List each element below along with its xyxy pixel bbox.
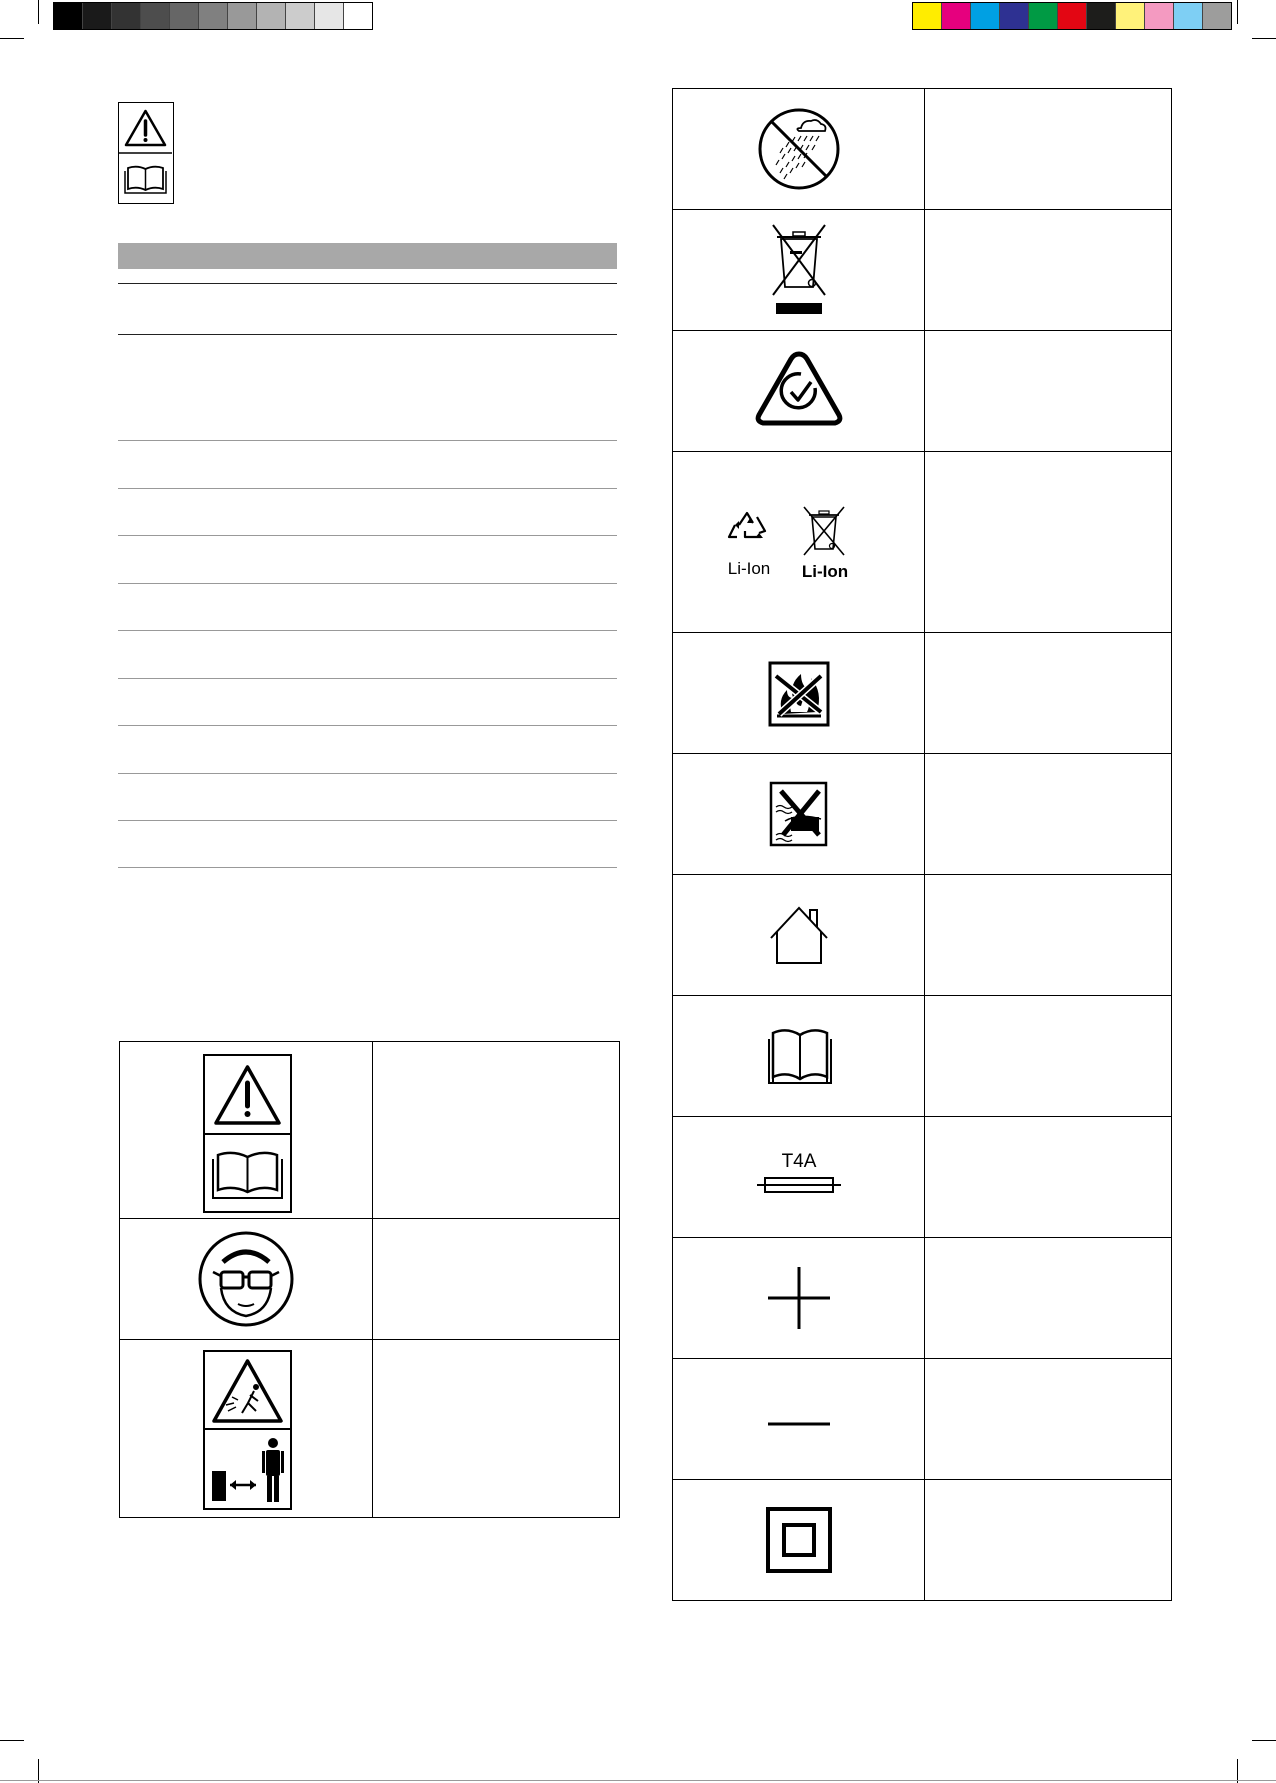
symbol-description bbox=[925, 1117, 1172, 1238]
double-insulation-icon bbox=[673, 1481, 924, 1599]
symbol-description bbox=[925, 875, 1172, 996]
manual-book-icon bbox=[673, 997, 924, 1115]
rule bbox=[118, 820, 617, 821]
color-swatch bbox=[1145, 3, 1174, 29]
rule bbox=[118, 630, 617, 631]
crop-mark bbox=[1252, 38, 1276, 39]
symbol-cell bbox=[673, 633, 925, 754]
symbol-row bbox=[673, 1117, 1172, 1238]
cmyk-color-bar bbox=[912, 2, 1232, 30]
color-swatch bbox=[257, 3, 286, 29]
symbol-description bbox=[373, 1340, 620, 1518]
left-symbol-table bbox=[119, 1041, 620, 1518]
flying-debris-bystanders-icon bbox=[120, 1343, 372, 1515]
symbol-cell bbox=[673, 331, 925, 452]
grayscale-color-bar bbox=[53, 2, 373, 30]
symbol-row bbox=[673, 452, 1172, 633]
no-water-icon bbox=[673, 755, 924, 873]
fuse-rating-label: T4A bbox=[781, 1151, 817, 1172]
symbol-cell bbox=[120, 1340, 373, 1518]
color-swatch bbox=[913, 3, 942, 29]
symbol-row bbox=[120, 1042, 620, 1219]
color-swatch bbox=[315, 3, 344, 29]
symbol-row bbox=[673, 89, 1172, 210]
fuse-icon bbox=[673, 1118, 924, 1236]
symbol-cell bbox=[673, 754, 925, 875]
color-swatch bbox=[112, 3, 141, 29]
color-swatch bbox=[199, 3, 228, 29]
symbol-row bbox=[673, 633, 1172, 754]
symbol-description bbox=[925, 89, 1172, 210]
color-swatch bbox=[971, 3, 1000, 29]
rule bbox=[118, 440, 617, 441]
symbol-cell bbox=[120, 1042, 373, 1219]
symbol-cell bbox=[673, 1359, 925, 1480]
symbol-cell bbox=[673, 452, 925, 633]
li-ion-label: Li-Ion bbox=[727, 559, 771, 578]
warning-manual-icon bbox=[118, 102, 174, 204]
crop-mark bbox=[0, 38, 24, 39]
symbol-description bbox=[373, 1219, 620, 1340]
symbol-description bbox=[925, 754, 1172, 875]
li-ion-label-bold: Li-Ion bbox=[801, 562, 849, 581]
color-swatch bbox=[170, 3, 199, 29]
weee-bin-icon bbox=[673, 211, 924, 329]
color-swatch bbox=[83, 3, 112, 29]
symbol-row bbox=[673, 331, 1172, 452]
rule bbox=[118, 283, 617, 284]
symbol-description bbox=[925, 331, 1172, 452]
symbol-description bbox=[925, 1480, 1172, 1601]
symbol-description bbox=[925, 210, 1172, 331]
section-header-band bbox=[118, 243, 617, 269]
color-swatch bbox=[141, 3, 170, 29]
color-swatch bbox=[1116, 3, 1145, 29]
symbol-cell bbox=[673, 1480, 925, 1601]
plus-icon bbox=[673, 1239, 924, 1357]
color-swatch bbox=[1174, 3, 1203, 29]
rule bbox=[118, 867, 617, 868]
crop-mark bbox=[1237, 0, 1238, 24]
crop-mark bbox=[38, 0, 39, 24]
color-swatch bbox=[1058, 3, 1087, 29]
symbol-row bbox=[673, 996, 1172, 1117]
color-swatch bbox=[286, 3, 315, 29]
color-swatch bbox=[1029, 3, 1058, 29]
right-symbol-table bbox=[672, 88, 1172, 1601]
color-swatch bbox=[344, 3, 372, 29]
symbol-description bbox=[925, 633, 1172, 754]
rule bbox=[118, 334, 617, 335]
symbol-description bbox=[373, 1042, 620, 1219]
color-swatch bbox=[228, 3, 257, 29]
safety-goggles-icon bbox=[120, 1220, 372, 1338]
symbol-description bbox=[925, 1359, 1172, 1480]
symbol-cell bbox=[673, 89, 925, 210]
symbol-cell bbox=[673, 1117, 925, 1238]
rule bbox=[118, 535, 617, 536]
color-swatch bbox=[1000, 3, 1029, 29]
symbol-row bbox=[120, 1219, 620, 1340]
minus-icon bbox=[673, 1360, 924, 1478]
symbol-description bbox=[925, 996, 1172, 1117]
symbol-row bbox=[673, 1359, 1172, 1480]
symbol-cell bbox=[673, 1238, 925, 1359]
recycle-icon bbox=[673, 453, 924, 631]
symbol-cell bbox=[673, 210, 925, 331]
symbol-description bbox=[925, 452, 1172, 633]
rule bbox=[118, 773, 617, 774]
no-rain-icon bbox=[673, 90, 924, 208]
symbol-row bbox=[673, 754, 1172, 875]
symbol-row bbox=[673, 875, 1172, 996]
crop-mark bbox=[0, 1740, 24, 1741]
crop-mark bbox=[1252, 1740, 1276, 1741]
warning-manual-icon bbox=[120, 1045, 372, 1215]
indoor-use-icon bbox=[673, 876, 924, 994]
symbol-row bbox=[673, 1480, 1172, 1601]
rule bbox=[118, 725, 617, 726]
symbol-cell bbox=[673, 996, 925, 1117]
rule bbox=[118, 583, 617, 584]
rcm-mark-icon bbox=[673, 332, 924, 450]
symbol-description bbox=[925, 1238, 1172, 1359]
symbol-row bbox=[120, 1340, 620, 1518]
symbol-cell bbox=[120, 1219, 373, 1340]
no-fire-icon bbox=[673, 634, 924, 752]
color-swatch bbox=[54, 3, 83, 29]
rule bbox=[118, 678, 617, 679]
color-swatch bbox=[1087, 3, 1116, 29]
symbol-row bbox=[673, 210, 1172, 331]
symbol-cell bbox=[673, 875, 925, 996]
page-bottom-rule bbox=[0, 1780, 1276, 1781]
color-swatch bbox=[1203, 3, 1231, 29]
symbol-row bbox=[673, 1238, 1172, 1359]
rule bbox=[118, 488, 617, 489]
color-swatch bbox=[942, 3, 971, 29]
